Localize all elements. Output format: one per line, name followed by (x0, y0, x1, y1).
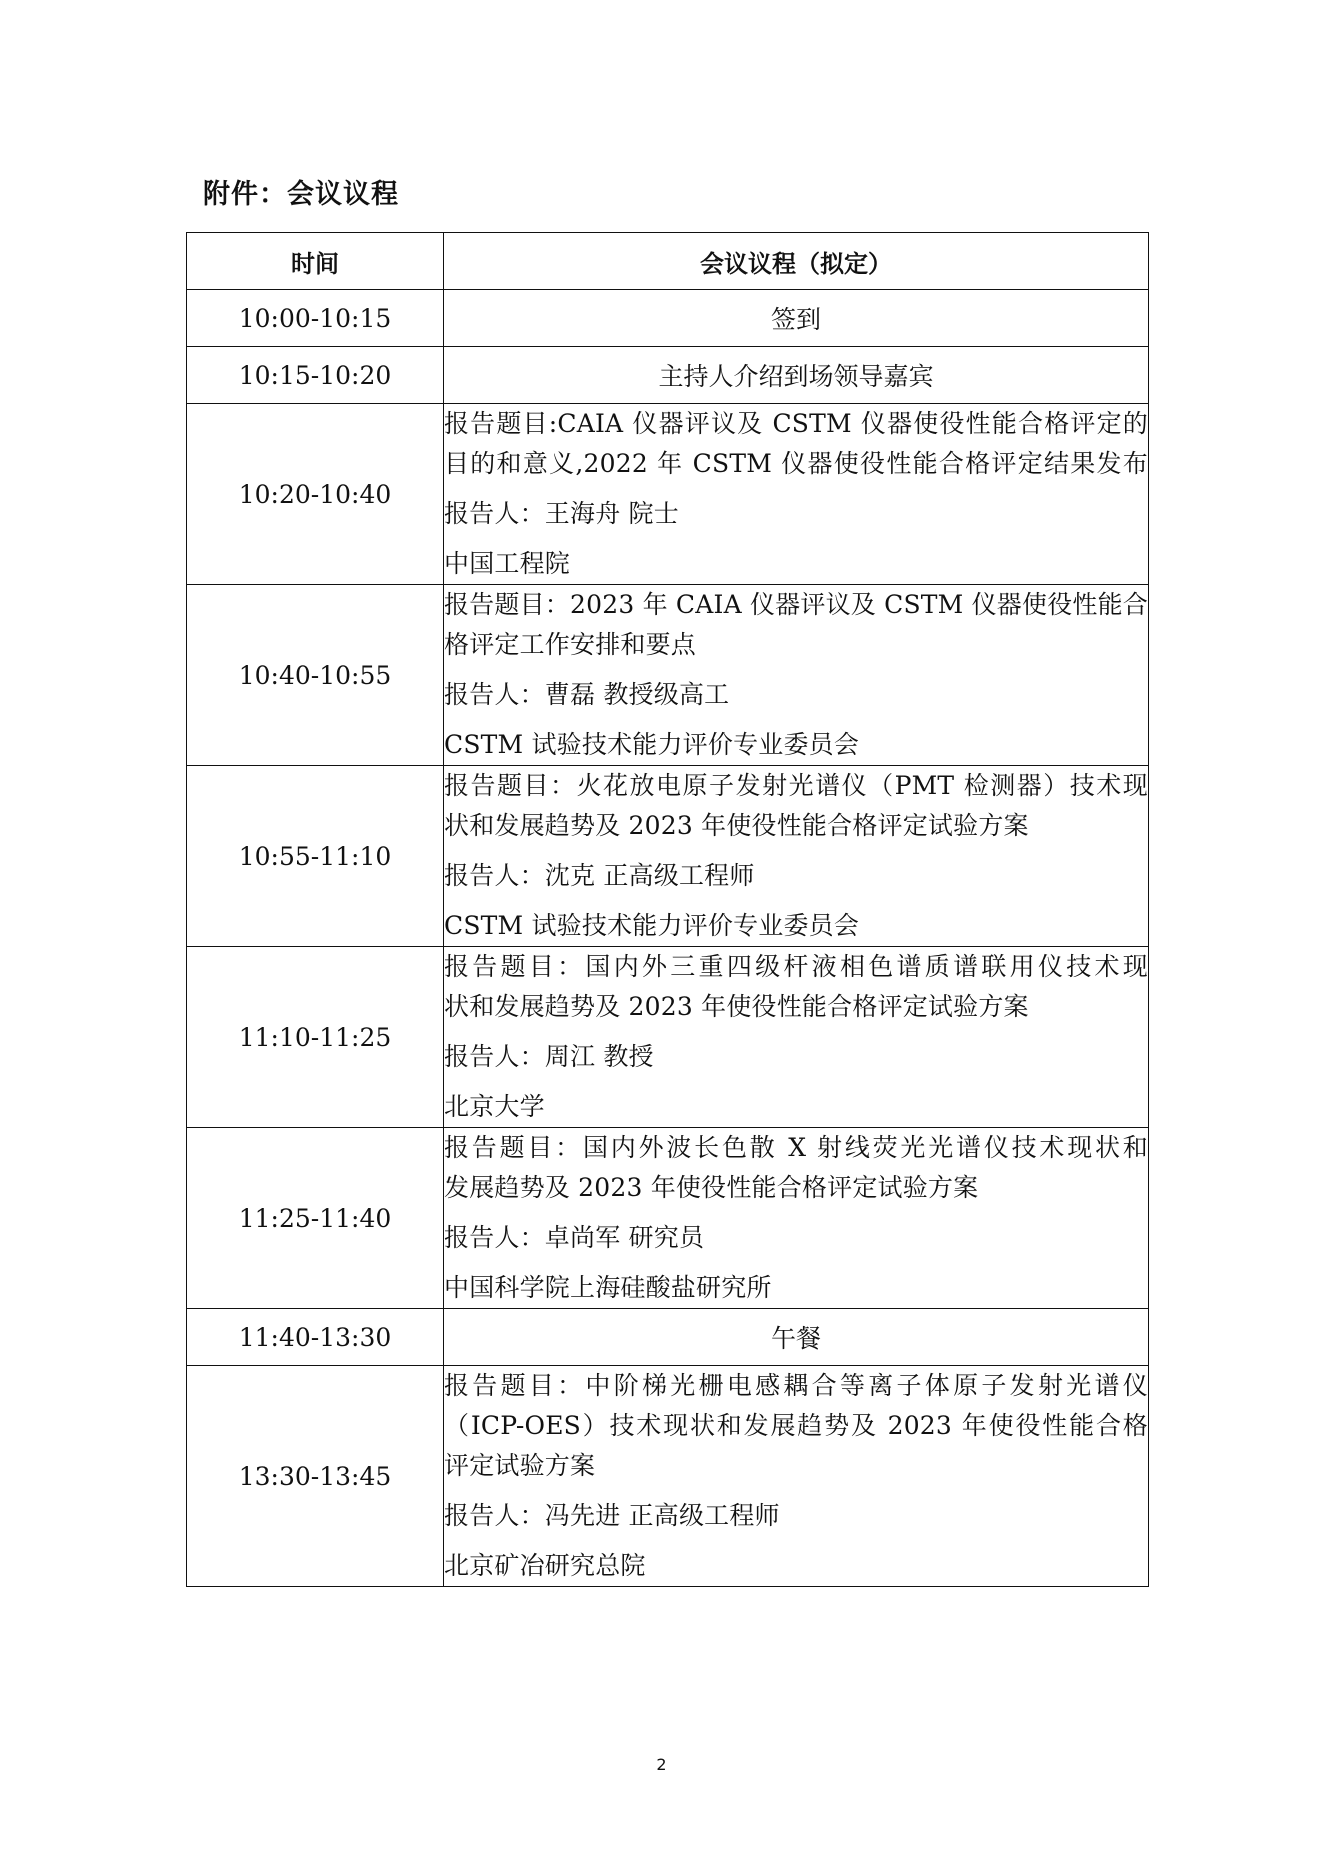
report-cell (444, 1128, 1149, 1309)
report-title-line: 目的和意义,2022 年 CSTM 仪器使役性能合格评定结果发布 (444, 449, 1148, 478)
report-title-line: 报告题目：国内外波长色散 X 射线荧光光谱仪技术现状和 (444, 1133, 1148, 1162)
row-time: 10:40-10:55 (187, 585, 444, 766)
report-title-line: 报告题目：国内外三重四级杆液相色谱质谱联用仪技术现 (444, 952, 1148, 981)
report-cell (444, 766, 1149, 947)
row-time: 11:25-11:40 (187, 1128, 444, 1309)
row-time: 13:30-13:45 (187, 1366, 444, 1587)
report-title-line: 报告题目:CAIA 仪器评议及 CSTM 仪器使役性能合格评定的 (444, 409, 1148, 438)
report-organization: CSTM 试验技术能力评价专业委员会 (444, 911, 860, 940)
row-time: 10:00-10:15 (187, 290, 444, 347)
row-time: 11:40-13:30 (187, 1309, 444, 1366)
report-title-line: 报告题目：2023 年 CAIA 仪器评议及 CSTM 仪器使役性能合 (444, 590, 1148, 619)
report-speaker: 报告人：沈克 正高级工程师 (444, 861, 755, 890)
table-header-row (187, 233, 1149, 290)
report-title-line: （ICP-OES）技术现状和发展趋势及 2023 年使役性能合格 (444, 1411, 1148, 1440)
table-row (187, 404, 1149, 585)
report-speaker: 报告人：王海舟 院士 (444, 499, 679, 528)
report-organization: 北京大学 (444, 1092, 545, 1121)
report-title-line: 报告题目：中阶梯光栅电感耦合等离子体原子发射光谱仪 (444, 1371, 1148, 1400)
report-title-line: 状和发展趋势及 2023 年使役性能合格评定试验方案 (444, 992, 1029, 1021)
report-title-line: 评定试验方案 (444, 1451, 596, 1480)
report-cell (444, 404, 1149, 585)
report-organization: 中国工程院 (444, 549, 571, 578)
report-organization: 北京矿冶研究总院 (444, 1551, 646, 1580)
report-title-line: 发展趋势及 2023 年使役性能合格评定试验方案 (444, 1173, 979, 1202)
row-label: 午餐 (444, 1309, 1149, 1366)
report-speaker: 报告人：曹磊 教授级高工 (444, 680, 730, 709)
report-title-line: 报告题目：火花放电原子发射光谱仪（PMT 检测器）技术现 (444, 771, 1148, 800)
row-time: 10:15-10:20 (187, 347, 444, 404)
report-speaker: 报告人：周江 教授 (444, 1042, 654, 1071)
report-organization: CSTM 试验技术能力评价专业委员会 (444, 730, 860, 759)
report-organization: 中国科学院上海硅酸盐研究所 (444, 1273, 772, 1302)
table-row (187, 290, 1149, 347)
table-row (187, 1128, 1149, 1309)
table-row (187, 1366, 1149, 1587)
report-title-line: 格评定工作安排和要点 (444, 630, 697, 659)
row-label: 签到 (444, 290, 1149, 347)
row-time: 10:20-10:40 (187, 404, 444, 585)
row-time: 11:10-11:25 (187, 947, 444, 1128)
report-cell (444, 1366, 1149, 1587)
header-time: 时间 (187, 233, 444, 290)
row-label: 主持人介绍到场领导嘉宾 (444, 347, 1149, 404)
agenda-table (186, 232, 1149, 1587)
row-time: 10:55-11:10 (187, 766, 444, 947)
table-row (187, 766, 1149, 947)
report-speaker: 报告人：冯先进 正高级工程师 (444, 1501, 780, 1530)
page-number: 2 (656, 1755, 667, 1774)
table-row (187, 1309, 1149, 1366)
table-row (187, 947, 1149, 1128)
report-cell (444, 947, 1149, 1128)
report-speaker: 报告人：卓尚军 研究员 (444, 1223, 705, 1252)
table-row (187, 347, 1149, 404)
header-agenda: 会议议程（拟定） (444, 233, 1149, 290)
page-heading: 附件：会议议程 (203, 179, 399, 210)
report-title-line: 状和发展趋势及 2023 年使役性能合格评定试验方案 (444, 811, 1029, 840)
table-row (187, 585, 1149, 766)
report-cell (444, 585, 1149, 766)
